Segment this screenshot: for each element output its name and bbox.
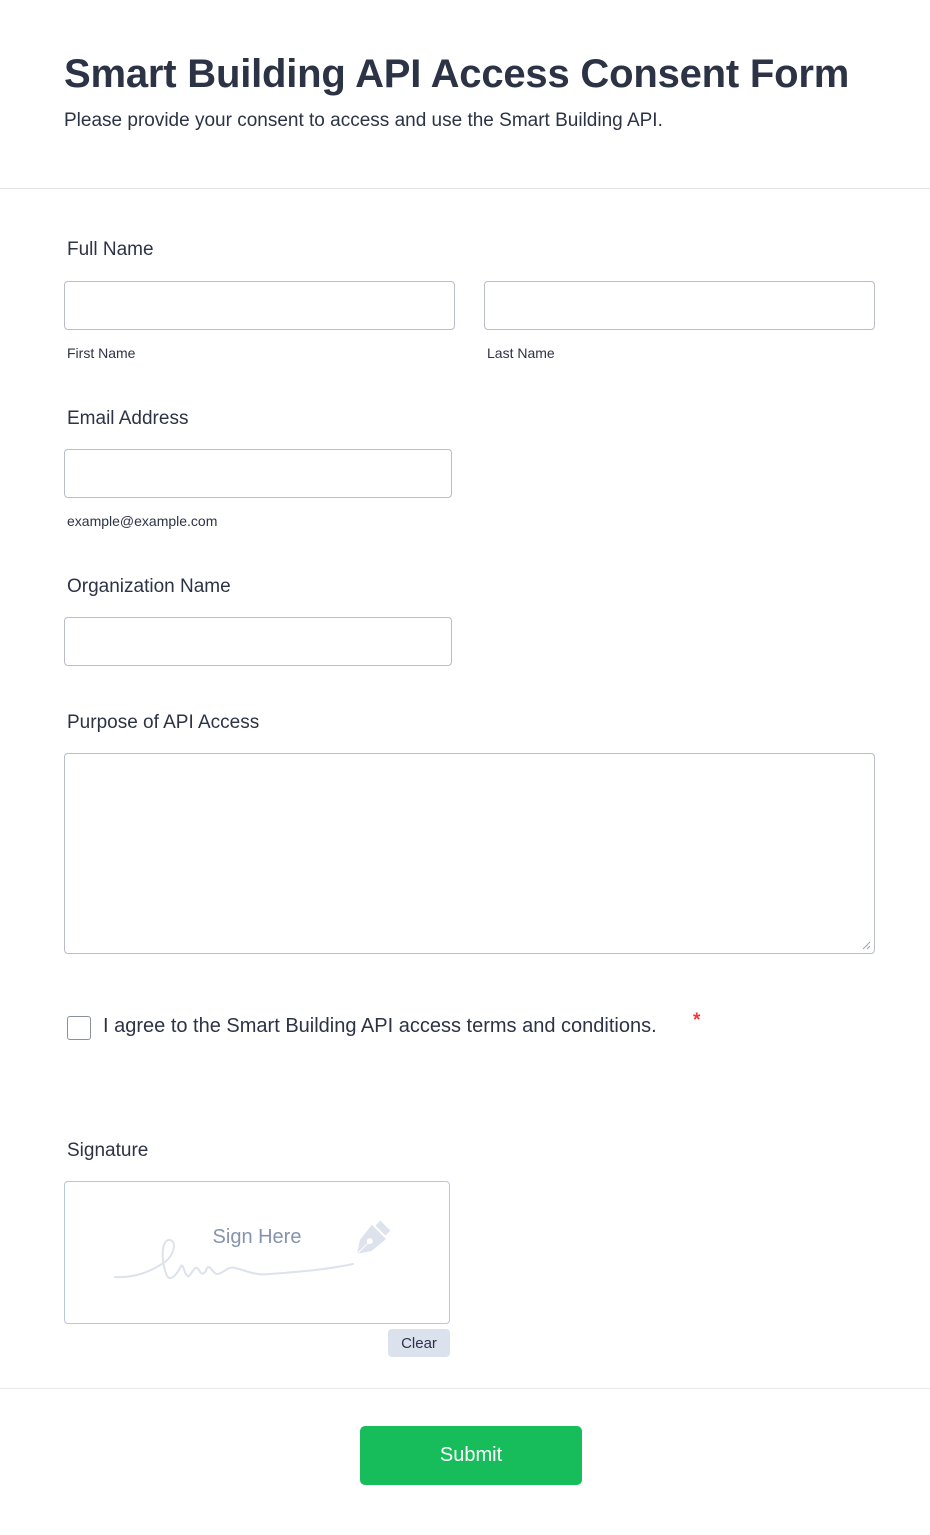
email-input[interactable]	[64, 449, 452, 498]
email-sublabel: example@example.com	[67, 513, 218, 529]
consent-checkbox[interactable]	[67, 1016, 91, 1040]
required-marker: *	[693, 1010, 701, 1031]
first-name-sublabel: First Name	[67, 345, 136, 361]
form-title: Smart Building API Access Consent Form	[64, 52, 850, 96]
clear-signature-button[interactable]: Clear	[388, 1329, 450, 1357]
purpose-textarea[interactable]	[64, 753, 875, 954]
footer-divider	[0, 1388, 930, 1389]
consent-label[interactable]: I agree to the Smart Building API access terms and conditions.	[103, 1015, 657, 1037]
last-name-input[interactable]	[484, 281, 875, 330]
purpose-label: Purpose of API Access	[67, 712, 260, 733]
submit-button[interactable]: Submit	[360, 1426, 582, 1485]
signature-scribble-icon	[65, 1182, 451, 1325]
first-name-input[interactable]	[64, 281, 455, 330]
organization-label: Organization Name	[67, 576, 231, 597]
signature-pad[interactable]	[64, 1181, 450, 1324]
email-label: Email Address	[67, 408, 189, 429]
signature-label: Signature	[67, 1140, 149, 1161]
full-name-label: Full Name	[67, 239, 154, 260]
form-header	[0, 0, 930, 189]
resize-handle-icon[interactable]	[861, 940, 871, 950]
form-subtitle: Please provide your consent to access and use the Smart Building API.	[64, 110, 663, 131]
organization-input[interactable]	[64, 617, 452, 666]
sign-here-placeholder: Sign Here	[212, 1226, 302, 1248]
last-name-sublabel: Last Name	[487, 345, 555, 361]
